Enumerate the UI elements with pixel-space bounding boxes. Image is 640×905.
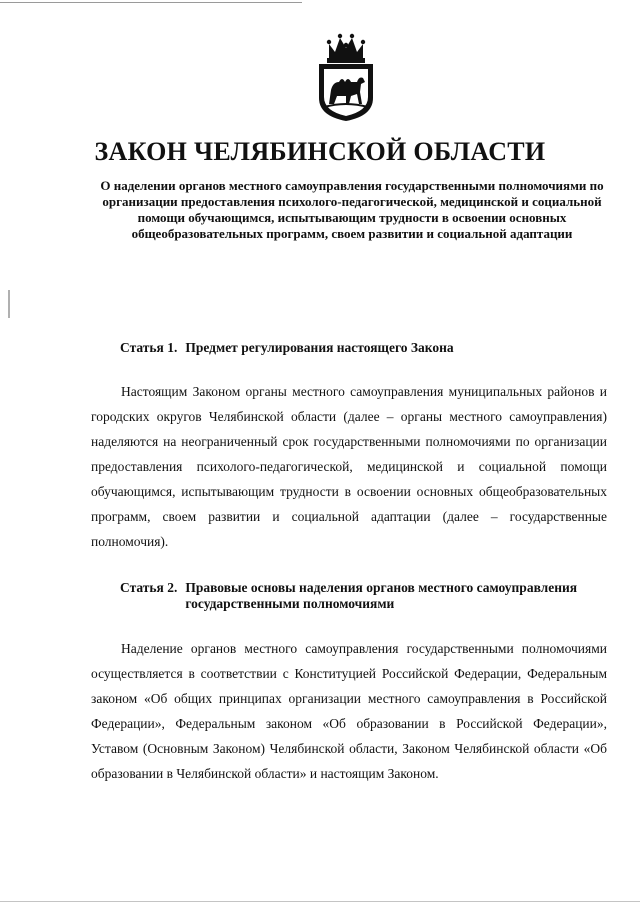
coat-of-arms-icon (313, 30, 379, 122)
article-1-title: Предмет регулирования настоящего Закона (185, 340, 454, 355)
law-title: ЗАКОН ЧЕЛЯБИНСКОЙ ОБЛАСТИ (94, 137, 546, 166)
margin-mark (8, 290, 10, 318)
scan-line-top-short (288, 2, 302, 3)
law-subtitle: О наделении органов местного самоуправления государственными полномочиями по организации предоставления психолого-педагогической, медицинской и социальной помощи обучающимся, испытывающим трудности в освоении основных общеобразовательных программ, своем развитии и социальной адаптации (100, 178, 604, 241)
scan-line-bottom (0, 901, 640, 902)
article-2-heading (120, 580, 600, 612)
scan-line-top (0, 2, 300, 3)
article-1-heading (120, 340, 600, 356)
article-2-number: Статья 2. (120, 580, 178, 595)
article-2-title: Правовые основы наделения органов местного самоуправления государственными полномочиями (185, 580, 578, 611)
article-1-number: Статья 1. (120, 340, 178, 355)
article-1-text: Настоящим Законом органы местного самоуправления муниципальных районов и городских округов Челябинской области (далее – органы местного самоуправления) наделяются на неограниченный срок государственными полномочиями по организации предоставления психолого-педагогической, медицинской и социальной помощи обучающимся, испытывающим трудности в освоении основных общеобразовательных программ, своем развитии и социальной адаптации (далее – государственные полномочия). (91, 384, 607, 549)
article-2-text: Наделение органов местного самоуправления государственными полномочиями осуществляется в соответствии с Конституцией Российской Федерации, Федеральным законом «Об общих принципах организации местного самоуправления в Российской Федерации», Федеральным законом «Об образовании в Российской Федерации», Уставом (Основным Законом) Челябинской области, Законом Челябинской области «Об образовании в Челябинской области» и настоящим Законом. (91, 641, 607, 781)
